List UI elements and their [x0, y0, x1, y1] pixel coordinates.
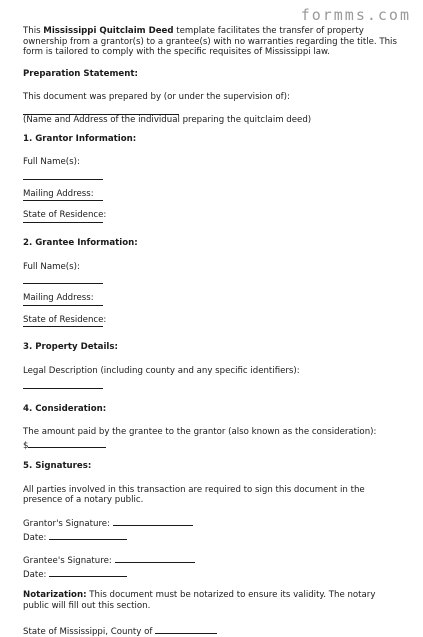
grantee-signature-field[interactable]	[115, 553, 195, 563]
consideration-text: The amount paid by the grantee to the grantor (also known as the consideration):	[23, 427, 377, 438]
dollar-sign: $	[23, 440, 29, 451]
notarization-text: This document must be notarized to ensure its validity. The notary public will fill out this section.	[23, 590, 376, 612]
grantee-state-field[interactable]	[23, 325, 103, 327]
signatures-text: All parties involved in this transaction are required to sign this document in the presence of a notary public.	[23, 484, 365, 506]
preparation-text: This document was prepared by (or under the supervision of):	[23, 92, 290, 103]
consideration-heading: 4. Consideration:	[23, 403, 107, 414]
grantee-full-name-field[interactable]	[23, 282, 103, 284]
property-legal-field[interactable]	[23, 387, 103, 389]
intro-prefix: This	[23, 26, 44, 36]
consideration-amount	[23, 438, 399, 452]
grantor-date-label: Date:	[23, 532, 47, 543]
grantor-full-name-field[interactable]	[23, 178, 103, 180]
signatures-heading: 5. Signatures:	[23, 461, 92, 472]
grantor-date-field[interactable]	[49, 530, 127, 540]
grantor-signature-field[interactable]	[113, 516, 193, 526]
grantee-date-field[interactable]	[49, 567, 127, 577]
grantee-signature-row	[23, 553, 399, 567]
notarization-paragraph	[23, 590, 399, 611]
grantee-state-label: State of Residence:	[23, 314, 107, 325]
document-body	[23, 26, 399, 637]
property-heading: 3. Property Details:	[23, 342, 118, 353]
preparation-note: (Name and Address of the individual preparing the quitclaim deed)	[23, 114, 312, 125]
consideration-amount-field[interactable]	[28, 438, 106, 448]
grantor-date-row	[23, 530, 399, 544]
grantor-heading: 1. Grantor Information:	[23, 133, 137, 144]
intro-paragraph	[23, 26, 399, 58]
grantee-heading: 2. Grantee Information:	[23, 237, 138, 248]
property-legal-label: Legal Description (including county and any specific identifiers):	[23, 365, 300, 376]
watermark: formms.com	[300, 6, 411, 24]
grantee-full-name-label: Full Name(s):	[23, 261, 80, 272]
grantor-state-field[interactable]	[23, 221, 103, 223]
preparation-heading: Preparation Statement:	[23, 68, 138, 79]
grantor-signature-row	[23, 516, 399, 530]
notarization-label: Notarization:	[23, 590, 87, 601]
grantee-mailing-label: Mailing Address:	[23, 293, 94, 304]
grantee-date-row	[23, 567, 399, 581]
grantee-date-label: Date:	[23, 569, 47, 580]
grantor-mailing-field[interactable]	[23, 199, 103, 201]
grantee-mailing-field[interactable]	[23, 304, 103, 306]
grantor-signature-label: Grantor's Signature:	[23, 519, 110, 530]
grantee-signature-label: Grantee's Signature:	[23, 556, 112, 567]
grantor-state-label: State of Residence:	[23, 210, 107, 221]
intro-title: Mississippi Quitclaim Deed	[43, 26, 174, 36]
county-field[interactable]	[155, 624, 217, 634]
state-county-label: State of Mississippi, County of	[23, 626, 156, 637]
grantor-mailing-label: Mailing Address:	[23, 188, 94, 199]
intro-text: template facilitates the transfer of property ownership from a grantor(s) to a grantee(s) with no warranties regarding the title. This form is tailored to comply with the specific requisites of Mississippi law.	[23, 26, 397, 58]
state-county-row	[23, 624, 399, 637]
grantor-full-name-label: Full Name(s):	[23, 157, 80, 168]
